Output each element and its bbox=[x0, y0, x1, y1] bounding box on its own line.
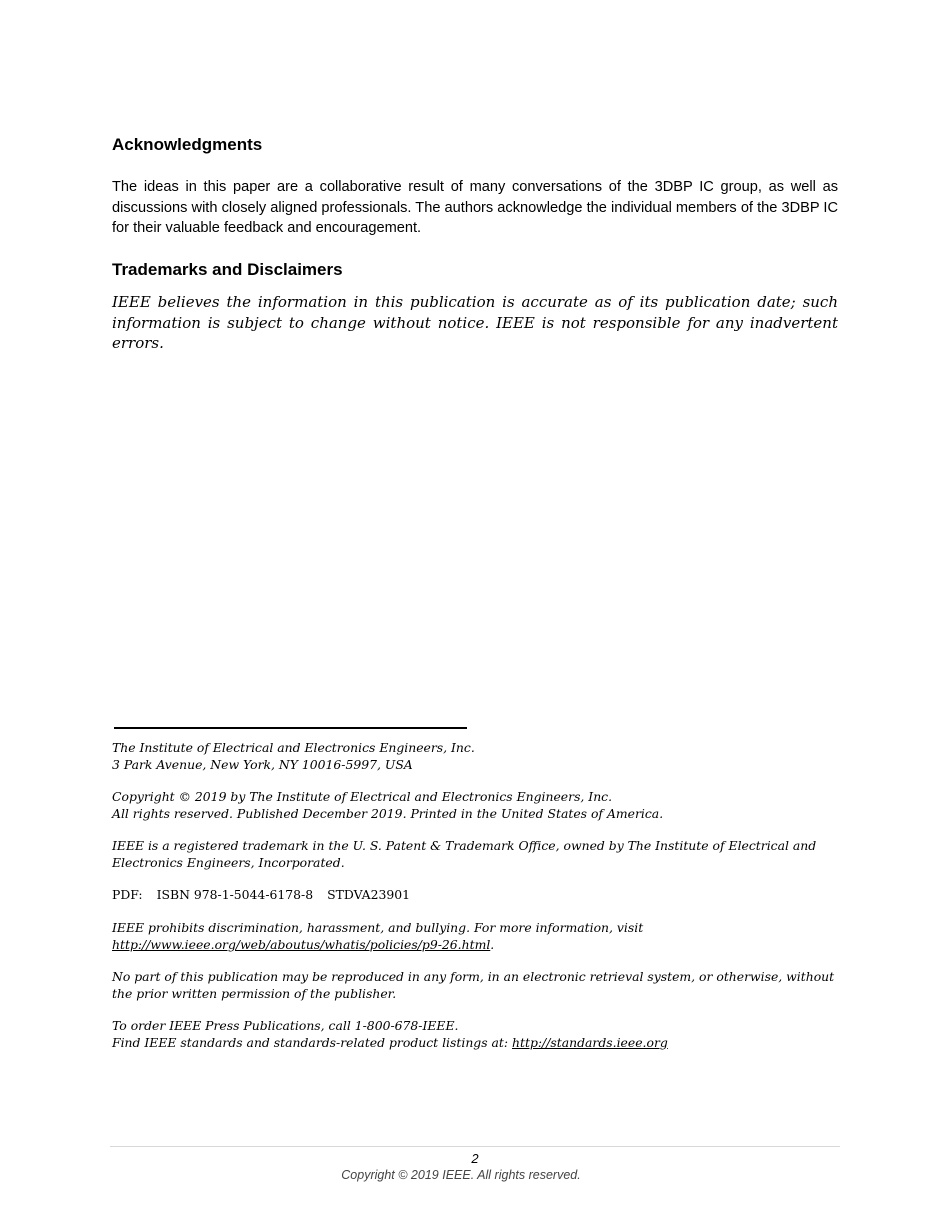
trademark-text: IEEE is a registered trademark in the U. S. Patent & Trademark Office, owned by The Institute of Electrical and Electronics Engineers, Incorporated. bbox=[112, 838, 817, 870]
standards-link[interactable]: http://standards.ieee.org bbox=[512, 1034, 668, 1050]
copyright-line-2: All rights reserved. Published December 2019. Printed in the United States of America. bbox=[112, 805, 664, 821]
copyright-line-1: Copyright © 2019 by The Institute of Electrical and Electronics Engineers, Inc. bbox=[112, 789, 613, 804]
trademark-notice bbox=[112, 838, 840, 871]
footer-copyright: Copyright © 2019 IEEE. All rights reserved. bbox=[341, 1168, 581, 1182]
publisher-address bbox=[112, 740, 840, 773]
copyright-notice bbox=[112, 789, 840, 822]
policy-notice bbox=[112, 920, 840, 953]
order-line-1: To order IEEE Press Publications, call 1-800-678-IEEE. bbox=[112, 1018, 459, 1033]
policy-link[interactable]: http://www.ieee.org/web/aboutus/whatis/policies/p9-26.html bbox=[112, 936, 491, 952]
acknowledgments-paragraph: The ideas in this paper are a collaborative result of many conversations of the 3DBP IC group, as well as discussions with closely aligned professionals. The authors acknowledge the individual members of the 3DBP IC for their valuable feedback and encouragement. bbox=[112, 179, 838, 236]
isbn-label: PDF: bbox=[112, 887, 143, 902]
ordering-info bbox=[112, 1018, 840, 1051]
order-line-2: Find IEEE standards and standards-related product listings at: bbox=[112, 1034, 513, 1050]
reproduction-notice bbox=[112, 969, 840, 1002]
isbn-value: ISBN 978-1-5044-6178-8 bbox=[156, 887, 314, 902]
trademarks-heading: Trademarks and Disclaimers bbox=[112, 260, 343, 279]
footer-divider bbox=[110, 1146, 840, 1147]
address-line-1: The Institute of Electrical and Electronics Engineers, Inc. bbox=[112, 740, 475, 755]
page-number: 2 bbox=[471, 1151, 479, 1166]
isbn-code: STDVA23901 bbox=[327, 887, 411, 902]
footnote-divider bbox=[114, 727, 467, 729]
isbn-line bbox=[112, 887, 840, 904]
disclaimer-paragraph: IEEE believes the information in this publication is accurate as of its publication date; such information is subject to change without notice. IEEE is not responsible for any inadvertent errors. bbox=[112, 293, 838, 352]
reproduce-text: No part of this publication may be reproduced in any form, in an electronic retrieval system, or otherwise, without the prior written permission of the publisher. bbox=[112, 969, 835, 1001]
address-line-2: 3 Park Avenue, New York, NY 10016-5997, USA bbox=[112, 756, 413, 772]
acknowledgments-heading: Acknowledgments bbox=[112, 135, 263, 154]
policy-text: IEEE prohibits discrimination, harassment, and bullying. For more information, visit bbox=[112, 920, 644, 935]
policy-period: . bbox=[490, 936, 495, 952]
